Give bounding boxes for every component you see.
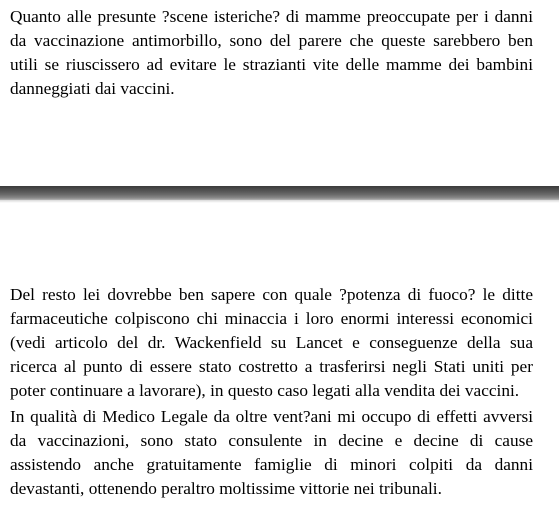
page-top-section	[0, 5, 559, 101]
paragraph-medico-legale: In qualità di Medico Legale da oltre vent?ani mi occupo di effetti avversi da vaccinazioni, sono stato consulente in decine e decine di cause assistendo anche gratuitamente famiglie di minori colpiti da danni devastanti, ottenendo peraltro moltissime vittorie nei tribunali.	[10, 407, 533, 498]
page-separator-bar	[0, 186, 559, 200]
page-separator-shadow	[0, 200, 559, 203]
paragraph-mamme-isteriche: Quanto alle presunte ?scene isteriche? di mamme preoccupate per i danni da vaccinazione antimorbillo, sono del parere che queste sarebbero ben utili se riuscissero ad evitare le strazianti vite delle mamme dei bambini danneggiati dai vaccini.	[10, 7, 533, 98]
page-bottom-section	[0, 283, 559, 501]
paragraph-potenza-di-fuoco: Del resto lei dovrebbe ben sapere con quale ?potenza di fuoco? le ditte farmaceutiche colpiscono chi minaccia i loro enormi interessi economici (vedi articolo del dr. Wackenfield su Lancet e conseguenze della sua ricerca al punto di essere stato costretto a trasferirsi negli Stati uniti per poter continuare a lavorare), in questo caso legati alla vendita dei vaccini.	[10, 285, 533, 400]
